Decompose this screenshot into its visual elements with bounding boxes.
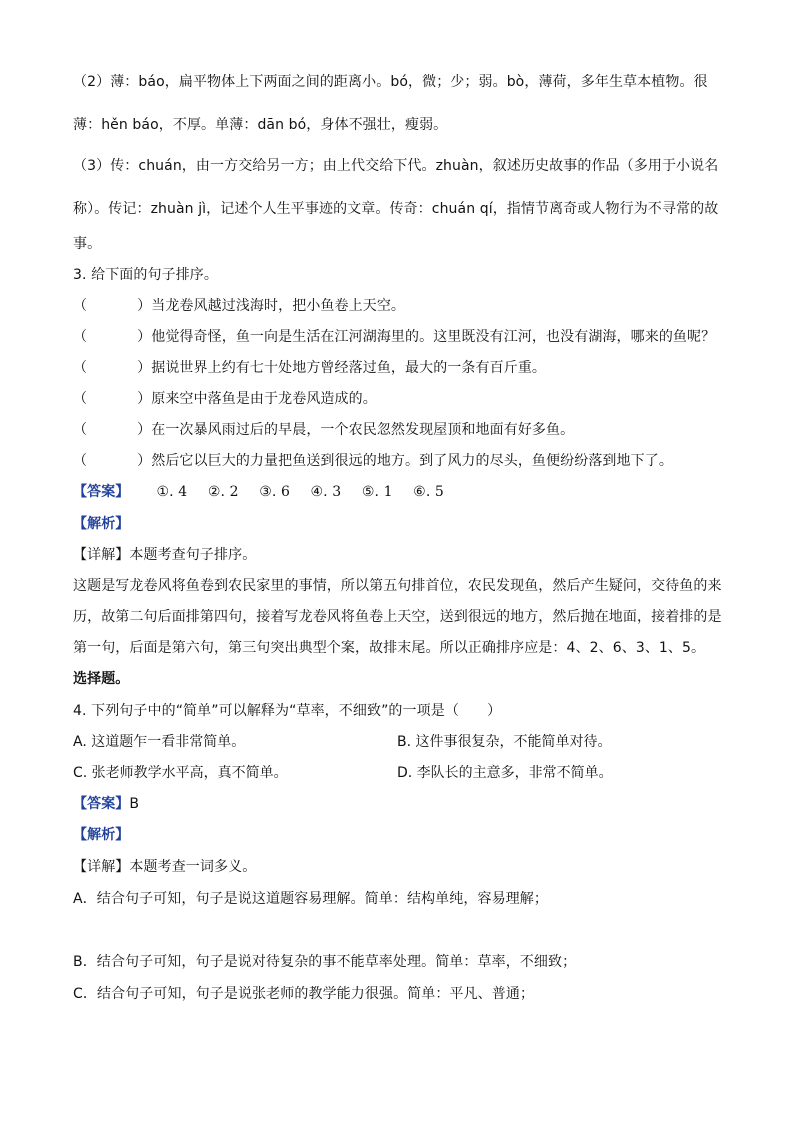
sort-sentence: 他觉得奇怪，鱼一向是生活在江河湖海里的。这里既没有江河，也没有湖海，哪来的鱼呢？ xyxy=(151,329,716,345)
explanation-b: B．结合句子可知，句子是说对待复杂的事不能草率处理。简单：草率，不细致； xyxy=(73,954,577,970)
answer-item: ③. 6 xyxy=(259,484,290,500)
paragraph-3-line-1: （3）传：chuán，由一方交给另一方；由上代交给下代。zhuàn，叙述历史故事的作品（多用于小说名 xyxy=(73,158,719,174)
question-3-title: 3. 给下面的句子排序。 xyxy=(73,267,219,283)
sort-item xyxy=(73,452,673,470)
sort-sentence: 在一次暴风雨过后的早晨，一个农民忽然发现屋顶和地面有好多鱼。 xyxy=(151,422,575,438)
question-4-title: 4. 下列句子中的“简单”可以解释为“草率，不细致”的一项是（ ） xyxy=(73,703,502,719)
paren-open: （ xyxy=(73,422,88,438)
paren-open: （ xyxy=(73,298,88,314)
answer-item: ①. 4 xyxy=(156,484,188,500)
paren-open: （ xyxy=(73,329,88,345)
paren-close: ） xyxy=(137,391,152,407)
answer-label: 【答案】 xyxy=(73,484,130,500)
paren-close: ） xyxy=(137,298,152,314)
answer-item: ⑤. 1 xyxy=(361,484,393,500)
detail-line: 【详解】本题考查一词多义。 xyxy=(73,859,257,875)
sort-sentence: 然后它以巨大的力量把鱼送到很远的地方。到了风力的尽头，鱼便纷纷落到地下了。 xyxy=(151,453,673,469)
paren-close: ） xyxy=(137,329,152,345)
explanation-line: 第一句，后面是第六句，第三句突出典型个案，故排末尾。所以正确排序应是：4、2、6、3、1、5。 xyxy=(73,640,706,656)
answer-value: B xyxy=(129,796,140,812)
paren-close: ） xyxy=(137,422,152,438)
sort-item xyxy=(73,328,715,346)
answer-item: ⑥. 5 xyxy=(413,484,444,500)
paragraph-3-line-2: 称）。传记：zhuàn jì，记述个人生平事迹的文章。传奇：chuán qí，指情节离奇或人物行为不寻常的故 xyxy=(73,201,719,217)
sort-item xyxy=(73,359,546,377)
answer-item: ④. 3 xyxy=(310,484,342,500)
explanation-c: C．结合句子可知，句子是说张老师的教学能力很强。简单：平凡、普通； xyxy=(73,986,535,1002)
paren-open: （ xyxy=(73,391,88,407)
paragraph-2-line-1: （2）薄：báo，扁平物体上下两面之间的距离小。bó，微；少；弱。bò，薄荷，多年生草本植物。很 xyxy=(73,74,708,90)
option-a: A. 这道题乍一看非常简单。 xyxy=(73,734,246,750)
paragraph-3-line-3: 事。 xyxy=(73,236,102,252)
paren-open: （ xyxy=(73,360,88,376)
option-d: D. 李队长的主意多，非常不简单。 xyxy=(397,765,613,781)
answer-row xyxy=(73,483,460,501)
paragraph-2-line-2: 薄：hěn báo，不厚。单薄：dān bó，身体不强壮，瘦弱。 xyxy=(73,117,448,133)
sort-item xyxy=(73,390,377,408)
detail-line: 【详解】本题考查句子排序。 xyxy=(73,547,257,563)
paren-close: ） xyxy=(137,453,152,469)
option-b: B. 这件事很复杂，不能简单对待。 xyxy=(397,734,612,750)
explanation-line: 这题是写龙卷风将鱼卷到农民家里的事情，所以第五句排首位，农民发现鱼，然后产生疑问，交待鱼的来 xyxy=(73,578,722,594)
answer-item: ②. 2 xyxy=(207,484,239,500)
sort-item xyxy=(73,421,574,439)
sort-sentence: 据说世界上约有七十处地方曾经落过鱼，最大的一条有百斤重。 xyxy=(151,360,547,376)
sort-sentence: 当龙卷风越过浅海时，把小鱼卷上天空。 xyxy=(151,298,406,314)
paren-close: ） xyxy=(137,360,152,376)
paren-open: （ xyxy=(73,453,88,469)
answer-row xyxy=(73,795,139,813)
explanation-line: 历，故第二句后面排第四句，接着写龙卷风将鱼卷上天空，送到很远的地方，然后抛在地面，接着排的是 xyxy=(73,609,722,625)
analysis-label: 【解析】 xyxy=(73,516,130,532)
analysis-label: 【解析】 xyxy=(73,827,130,843)
sort-item xyxy=(73,297,405,315)
sort-sentence: 原来空中落鱼是由于龙卷风造成的。 xyxy=(151,391,377,407)
explanation-a: A．结合句子可知，句子是说这道题容易理解。简单：结构单纯，容易理解； xyxy=(73,891,548,907)
choice-section-heading: 选择题。 xyxy=(73,671,130,687)
option-c: C. 张老师教学水平高，真不简单。 xyxy=(73,765,288,781)
answer-label: 【答案】 xyxy=(73,796,130,812)
